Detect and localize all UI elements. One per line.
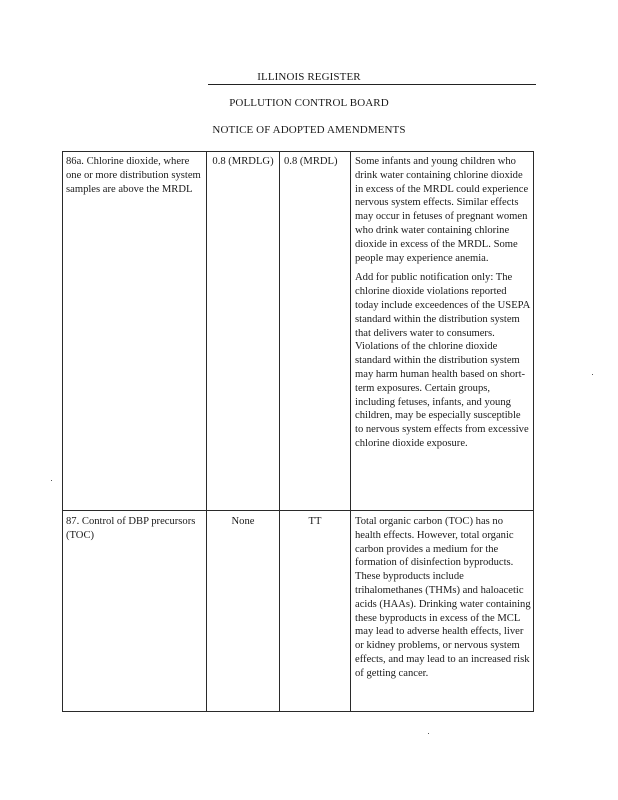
table-left-border <box>62 151 63 712</box>
health-effects-cell <box>355 155 531 451</box>
register-title: ILLINOIS REGISTER <box>257 71 361 83</box>
health-effects-cell: Total organic carbon (TOC) has no health effects. However, total organic carbon provides a medium for the formation of disinfection byproducts. These byproducts include trihalomethanes (THMs) and haloacetic acids (HAAs). Drinking water containing these byproducts in excess of the MCL may lead to adverse health effects, liver or kidney problems, or nervous system effects, and may lead to an increased risk of getting cancer. <box>355 516 531 679</box>
public-notification-text: Add for public notification only: The chlorine dioxide violations reported today include exceedences of the USEPA standard within the distribution system that delivers water to consumers. Violations of the chlorine dioxide standard within the distribution system may harm human health based on short-term exposures. Certain groups, including fetuses, infants, and young children, may be especially susceptible to nervous system effects from excessive chlorine dioxide exposure. <box>355 272 530 449</box>
table-top-border <box>62 151 534 152</box>
column-divider-1 <box>206 151 207 712</box>
contaminant-cell: 86a. Chlorine dioxide, where one or more distribution system samples are above the MRDL <box>66 156 201 195</box>
table-bottom-border <box>62 711 534 712</box>
health-effects-text: Some infants and young children who drink water containing chlorine dioxide in excess of the MRDL could experience nervous system effects. Similar effects may occur in fetuses of pregnant women who drink water containing chlorine dioxide in excess of the MRDL. Some people may experience anemia. <box>355 156 529 264</box>
board-title: POLLUTION CONTROL BOARD <box>229 97 389 109</box>
notice-title: NOTICE OF ADOPTED AMENDMENTS <box>212 124 406 136</box>
table-right-border <box>533 151 534 712</box>
header-rule <box>208 84 536 85</box>
scan-speck <box>51 480 52 481</box>
mclg-cell: 0.8 (MRDLG) <box>212 156 274 167</box>
scan-speck <box>428 733 429 734</box>
mcl-cell: TT <box>308 516 322 527</box>
mcl-cell: 0.8 (MRDL) <box>284 156 338 167</box>
scan-speck <box>592 374 593 375</box>
contaminant-cell: 87. Control of DBP precursors (TOC) <box>66 516 196 541</box>
column-divider-3 <box>350 151 351 712</box>
column-divider-2 <box>279 151 280 712</box>
row-divider <box>62 510 534 511</box>
mclg-cell: None <box>231 516 255 527</box>
